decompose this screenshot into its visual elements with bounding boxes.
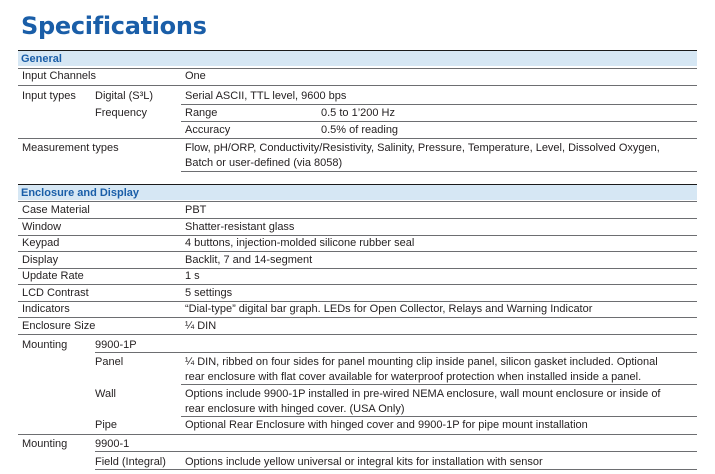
page-title: Specifications: [21, 12, 207, 40]
row-divider: [18, 251, 697, 252]
row-divider: [181, 384, 697, 385]
indicators-label: Indicators: [22, 303, 70, 315]
window-value: Shatter-resistant glass: [185, 221, 295, 233]
row-divider: [18, 218, 697, 219]
digital-value: Serial ASCII, TTL level, 9600 bps: [185, 90, 347, 102]
indicators-value: “Dial-type” digital bar graph. LEDs for Open Collector, Relays and Warning Indicator: [185, 303, 593, 315]
range-label: Range: [185, 107, 218, 119]
wall-line1: Options include 9900-1P installed in pre-wired NEMA enclosure, wall mount enclosure or inside of: [185, 388, 661, 400]
row-divider: [18, 284, 697, 285]
display-label: Display: [22, 254, 59, 266]
row-divider: [181, 416, 697, 417]
measurement-types-line2: Batch or user-defined (via 8058): [185, 157, 343, 169]
lcd-contrast-label: LCD Contrast: [22, 287, 89, 299]
update-rate-value: 1 s: [185, 270, 200, 282]
keypad-value: 4 buttons, injection-molded silicone rubber seal: [185, 237, 415, 249]
field-integral-value: Options include yellow universal or integral kits for installation with sensor: [185, 456, 543, 468]
measurement-types-line1: Flow, pH/ORP, Conductivity/Resistivity, Salinity, Pressure, Temperature, Level, Dissolved Oxygen,: [185, 142, 660, 154]
input-channels-label: Input Channels: [22, 70, 96, 82]
wall-label: Wall: [95, 388, 116, 400]
accuracy-value: 0.5% of reading: [321, 124, 399, 136]
row-divider: [18, 85, 697, 86]
update-rate-label: Update Rate: [22, 270, 84, 282]
row-divider: [18, 317, 697, 318]
keypad-label: Keypad: [22, 237, 60, 249]
enclosure-size-label: Enclosure Size: [22, 320, 96, 332]
row-divider: [181, 121, 697, 122]
input-types-label: Input types: [22, 90, 76, 102]
accuracy-label: Accuracy: [185, 124, 231, 136]
mounting-label: Mounting: [22, 339, 68, 351]
range-value: 0.5 to 1’200 Hz: [321, 107, 395, 119]
mounting-model: 9900-1: [95, 438, 130, 450]
wall-line2: rear enclosure with hinged cover. (USA Only): [185, 403, 405, 415]
mounting-label: Mounting: [22, 438, 68, 450]
section-header-enclosure: Enclosure and Display: [18, 184, 697, 200]
row-divider: [181, 104, 697, 105]
measurement-types-label: Measurement types: [22, 142, 119, 154]
row-divider: [95, 451, 697, 452]
row-divider: [18, 268, 697, 269]
row-divider: [95, 352, 697, 353]
panel-label: Panel: [95, 356, 124, 368]
window-label: Window: [22, 221, 62, 233]
enclosure-size-value: ¼ DIN: [185, 320, 217, 332]
section-header-general: General: [18, 50, 697, 66]
input-channels-value: One: [185, 70, 206, 82]
row-divider: [181, 171, 697, 172]
row-divider: [95, 469, 697, 470]
lcd-contrast-value: 5 settings: [185, 287, 233, 299]
display-value: Backlit, 7 and 14-segment: [185, 254, 313, 266]
row-divider: [18, 434, 697, 435]
case-material-label: Case Material: [22, 204, 90, 216]
panel-line2: rear enclosure with flat cover available for waterproof protection when installed inside a panel.: [185, 371, 642, 383]
panel-line1: ¼ DIN, ribbed on four sides for panel mounting clip inside panel, silicon gasket included. Optional: [185, 356, 658, 368]
row-divider: [18, 334, 697, 335]
pipe-value: Optional Rear Enclosure with hinged cover and 9900-1P for pipe mount installation: [185, 419, 588, 431]
mounting-model: 9900-1P: [95, 339, 137, 351]
case-material-value: PBT: [185, 204, 207, 216]
digital-label: Digital (S³L): [95, 90, 154, 102]
pipe-label: Pipe: [95, 419, 118, 431]
field-integral-label: Field (Integral): [95, 456, 166, 468]
row-divider: [18, 68, 697, 69]
frequency-label: Frequency: [95, 107, 147, 119]
row-divider: [18, 138, 697, 139]
row-divider: [18, 201, 697, 202]
